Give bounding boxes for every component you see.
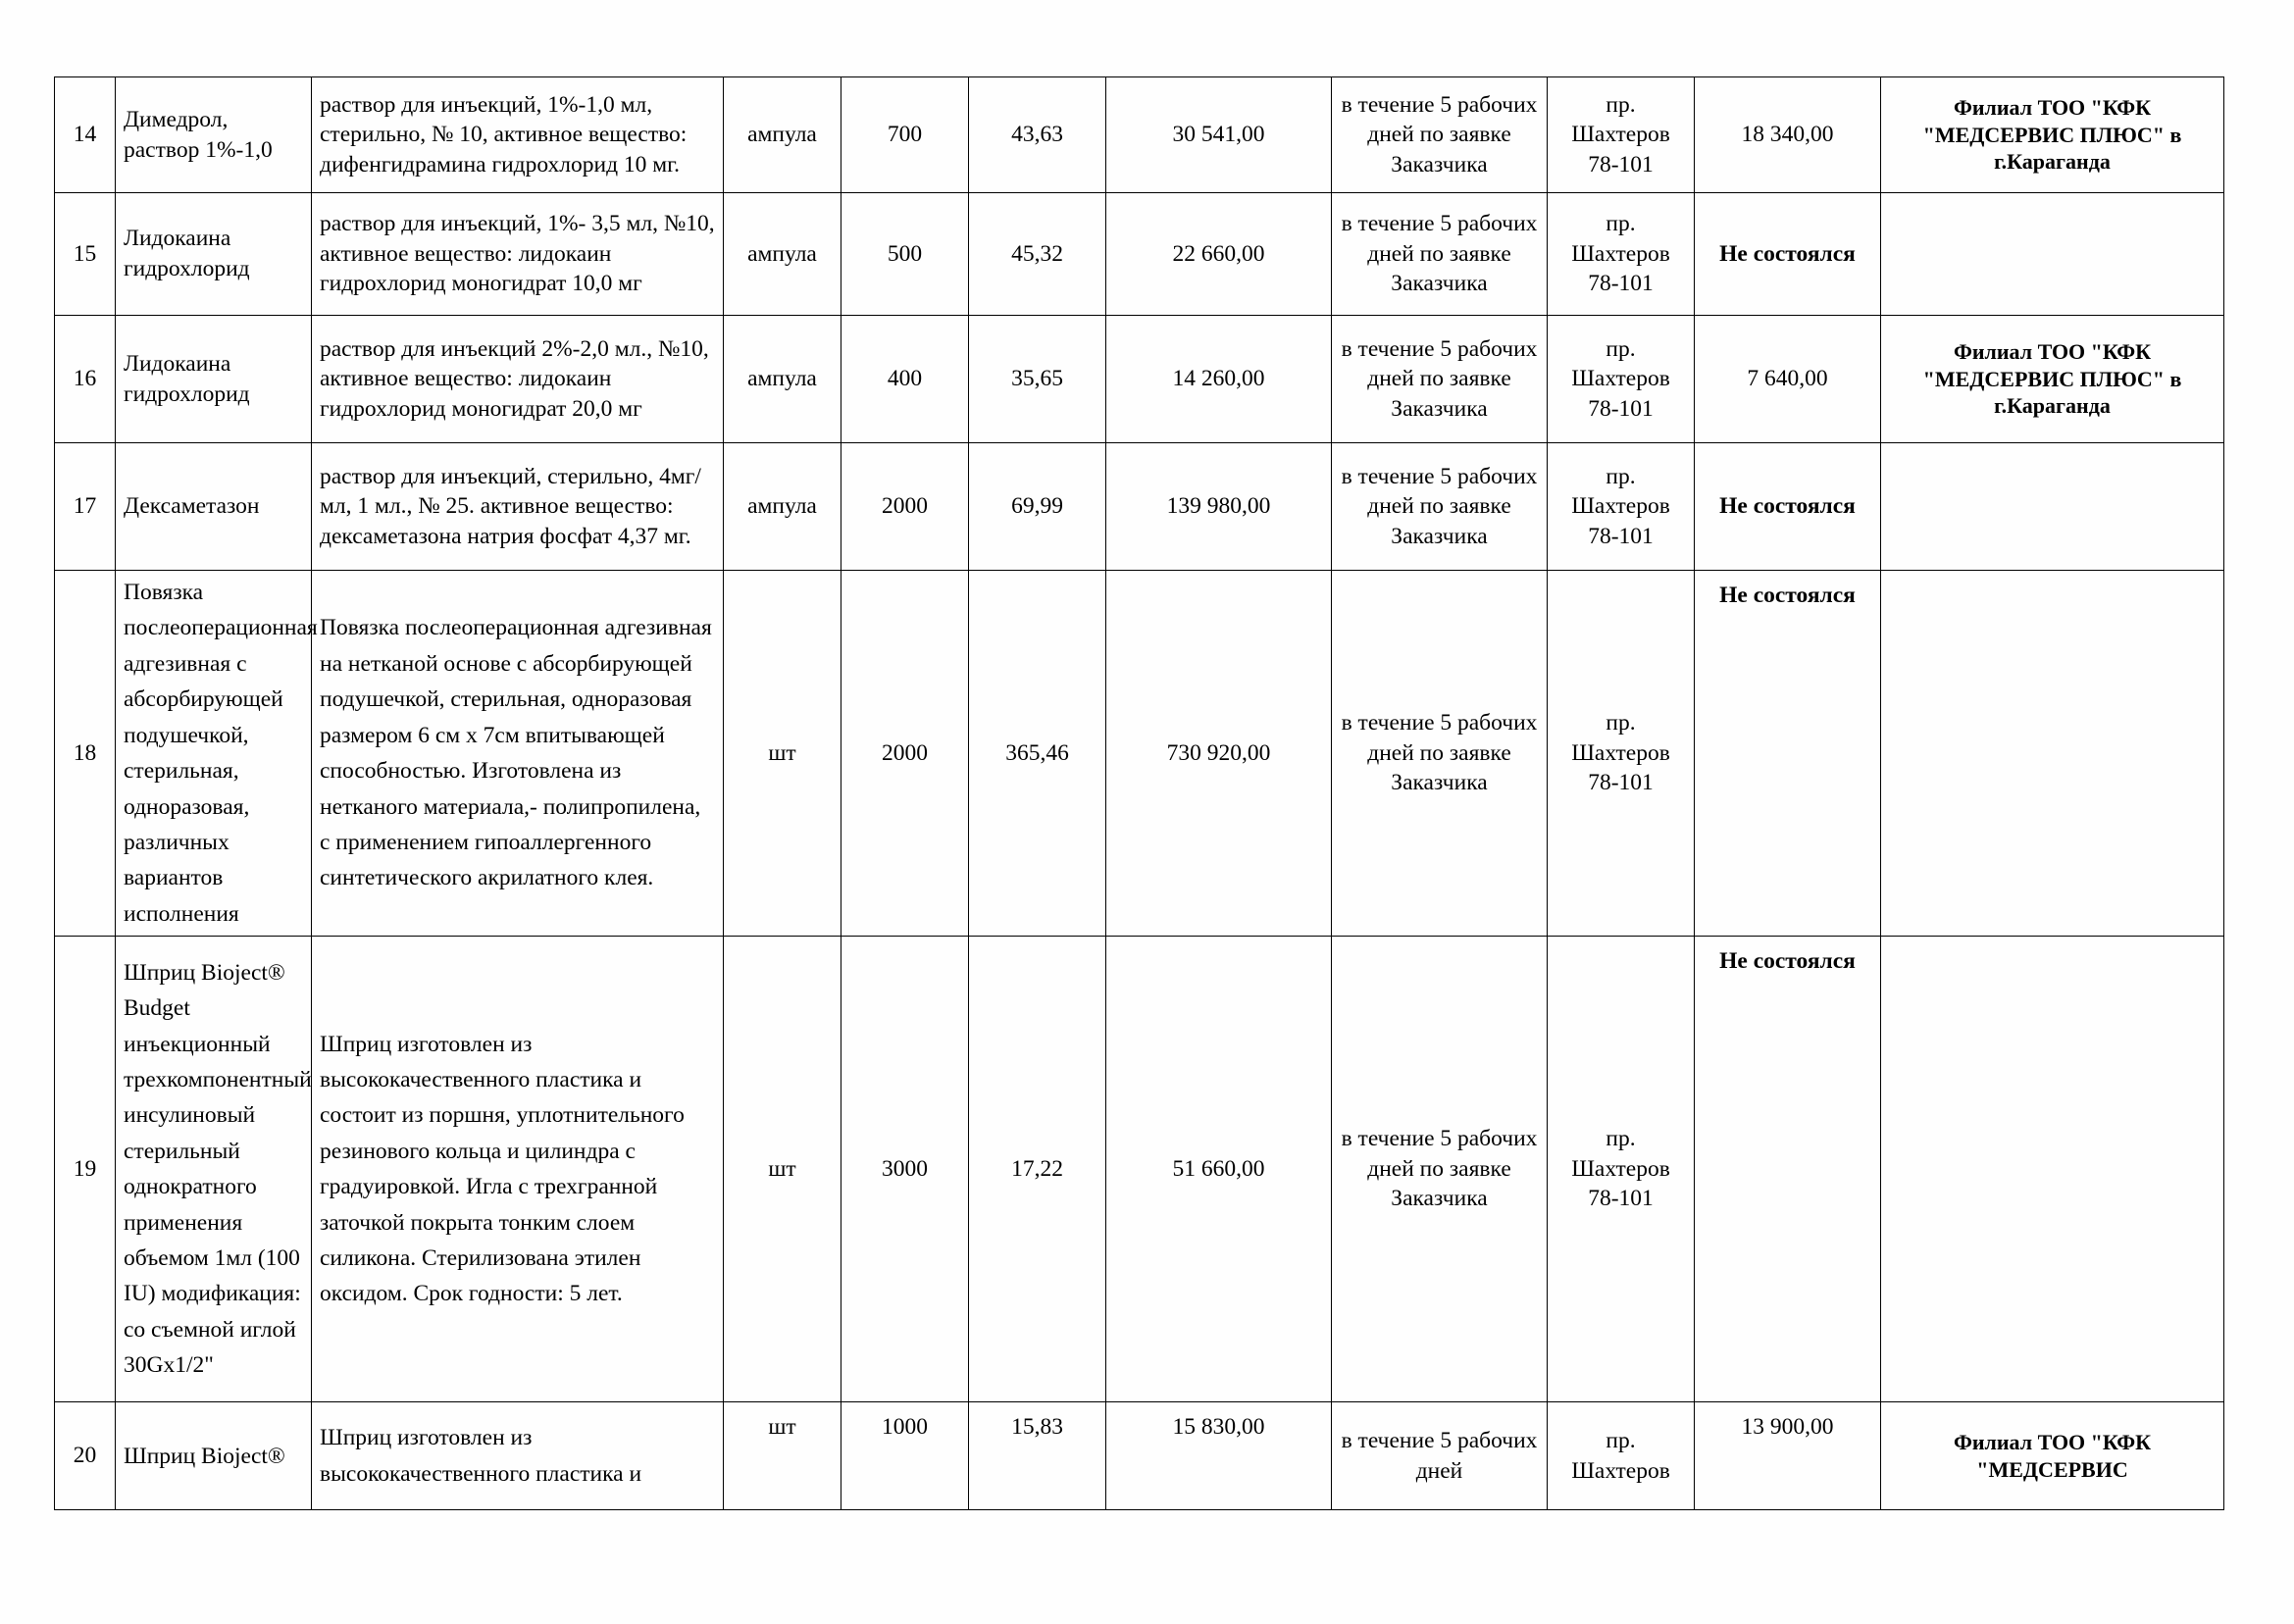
delivery-term: в течение 5 рабочих дней по заявке Заказчика [1332, 316, 1548, 443]
delivery-address: пр. Шахтеров 78-101 [1548, 937, 1695, 1402]
supplier-name [1881, 193, 2224, 316]
supplier-name [1881, 443, 2224, 571]
item-unit: шт [724, 937, 841, 1402]
delivery-address: пр. Шахтеров 78-101 [1548, 193, 1695, 316]
item-quantity: 2000 [841, 571, 969, 937]
delivery-address: пр. Шахтеров [1548, 1402, 1695, 1510]
supplier-name: Филиал ТОО "КФК "МЕДСЕРВИС ПЛЮС" в г.Караганда [1881, 77, 2224, 193]
item-quantity: 400 [841, 316, 969, 443]
table-row [55, 937, 2224, 1402]
item-description: Шприц изготовлен из высококачественного пластика и [312, 1402, 724, 1510]
item-name: Шприц Bioject® [116, 1402, 312, 1510]
item-sum: 22 660,00 [1106, 193, 1332, 316]
item-price: 15,83 [969, 1402, 1106, 1510]
contract-amount: 13 900,00 [1695, 1402, 1881, 1510]
item-quantity: 500 [841, 193, 969, 316]
item-name: Лидокаина гидрохлорид [116, 316, 312, 443]
item-sum: 15 830,00 [1106, 1402, 1332, 1510]
item-price: 35,65 [969, 316, 1106, 443]
row-number: 16 [55, 316, 116, 443]
row-number: 17 [55, 443, 116, 571]
delivery-term: в течение 5 рабочих дней по заявке Заказчика [1332, 571, 1548, 937]
contract-amount: Не состоялся [1695, 937, 1881, 1402]
table-container [54, 76, 2223, 1510]
item-unit: шт [724, 571, 841, 937]
item-name: Повязка послеоперационная адгезивная с абсорбирующей подушечкой, стерильная, одноразовая, различных вариантов исполнения [116, 571, 312, 937]
delivery-address: пр. Шахтеров 78-101 [1548, 316, 1695, 443]
delivery-term: в течение 5 рабочих дней по заявке Заказчика [1332, 937, 1548, 1402]
delivery-address: пр. Шахтеров 78-101 [1548, 77, 1695, 193]
table-row [55, 316, 2224, 443]
delivery-address: пр. Шахтеров 78-101 [1548, 571, 1695, 937]
item-name: Димедрол, раствор 1%-1,0 [116, 77, 312, 193]
contract-amount: 18 340,00 [1695, 77, 1881, 193]
item-sum: 30 541,00 [1106, 77, 1332, 193]
delivery-term: в течение 5 рабочих дней по заявке Заказчика [1332, 443, 1548, 571]
supplier-name [1881, 571, 2224, 937]
contract-amount: Не состоялся [1695, 193, 1881, 316]
item-description: Повязка послеоперационная адгезивная на нетканой основе с абсорбирующей подушечкой, стерильная, одноразовая размером 6 см х 7см впитывающей способностью. Изготовлена из нетканого материала,- полипропилена, с применением гипоаллергенного синтетического акрилатного клея. [312, 571, 724, 937]
item-sum: 14 260,00 [1106, 316, 1332, 443]
item-price: 69,99 [969, 443, 1106, 571]
row-number: 19 [55, 937, 116, 1402]
item-description: раствор для инъекций, 1%- 3,5 мл, №10, активное вещество: лидокаин гидрохлорид моногидрат 10,0 мг [312, 193, 724, 316]
row-number: 14 [55, 77, 116, 193]
table-row [55, 443, 2224, 571]
item-unit: шт [724, 1402, 841, 1510]
procurement-table [54, 76, 2224, 1510]
table-row [55, 193, 2224, 316]
item-description: раствор для инъекций 2%-2,0 мл., №10, активное вещество: лидокаин гидрохлорид моногидрат 20,0 мг [312, 316, 724, 443]
table-row [55, 1402, 2224, 1510]
item-unit: ампула [724, 443, 841, 571]
item-name: Шприц Bioject® Budget инъекционный трехкомпонентный инсулиновый стерильный однократного применения объемом 1мл (100 IU) модификация: со съемной иглой 30Gx1/2" [116, 937, 312, 1402]
contract-amount: Не состоялся [1695, 443, 1881, 571]
delivery-term: в течение 5 рабочих дней по заявке Заказчика [1332, 193, 1548, 316]
item-price: 45,32 [969, 193, 1106, 316]
item-sum: 139 980,00 [1106, 443, 1332, 571]
table-row [55, 77, 2224, 193]
row-number: 18 [55, 571, 116, 937]
item-description: раствор для инъекций, 1%-1,0 мл, стерильно, № 10, активное вещество: дифенгидрамина гидрохлорид 10 мг. [312, 77, 724, 193]
supplier-name [1881, 937, 2224, 1402]
item-price: 365,46 [969, 571, 1106, 937]
delivery-address: пр. Шахтеров 78-101 [1548, 443, 1695, 571]
item-unit: ампула [724, 77, 841, 193]
delivery-term: в течение 5 рабочих дней [1332, 1402, 1548, 1510]
delivery-term: в течение 5 рабочих дней по заявке Заказчика [1332, 77, 1548, 193]
item-description: раствор для инъекций, стерильно, 4мг/мл, 1 мл., № 25. активное вещество: дексаметазона натрия фосфат 4,37 мг. [312, 443, 724, 571]
item-name: Дексаметазон [116, 443, 312, 571]
contract-amount: 7 640,00 [1695, 316, 1881, 443]
item-unit: ампула [724, 193, 841, 316]
row-number: 15 [55, 193, 116, 316]
item-quantity: 3000 [841, 937, 969, 1402]
contract-amount: Не состоялся [1695, 571, 1881, 937]
item-price: 17,22 [969, 937, 1106, 1402]
item-description: Шприц изготовлен из высококачественного пластика и состоит из поршня, уплотнительного резинового кольца и цилиндра с градуировкой. Игла с трехгранной заточкой покрыта тонким слоем силикона. Стерилизована этилен оксидом. Срок годности: 5 лет. [312, 937, 724, 1402]
item-unit: ампула [724, 316, 841, 443]
item-quantity: 1000 [841, 1402, 969, 1510]
item-quantity: 2000 [841, 443, 969, 571]
item-name: Лидокаина гидрохлорид [116, 193, 312, 316]
item-quantity: 700 [841, 77, 969, 193]
supplier-name: Филиал ТОО "КФК "МЕДСЕРВИС ПЛЮС" в г.Караганда [1881, 316, 2224, 443]
item-sum: 51 660,00 [1106, 937, 1332, 1402]
table-row [55, 571, 2224, 937]
item-sum: 730 920,00 [1106, 571, 1332, 937]
item-price: 43,63 [969, 77, 1106, 193]
row-number: 20 [55, 1402, 116, 1510]
supplier-name: Филиал ТОО "КФК "МЕДСЕРВИС [1881, 1402, 2224, 1510]
